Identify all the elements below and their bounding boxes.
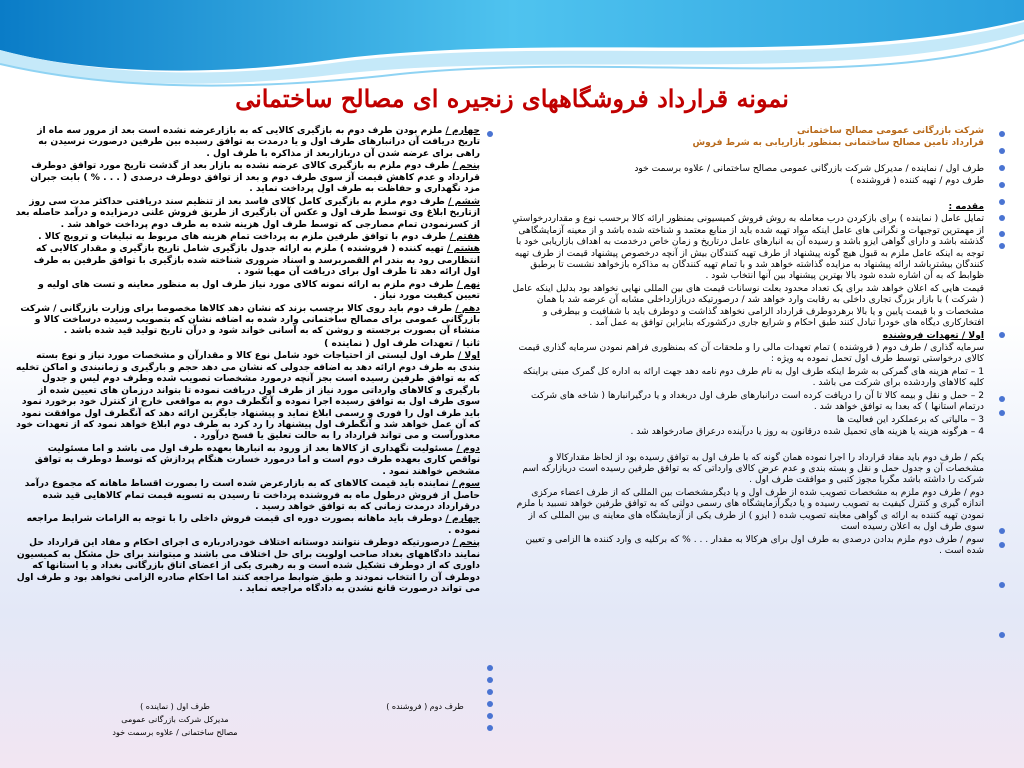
- bullet: [999, 199, 1005, 205]
- buyer-clause-fifth: [14, 538, 480, 595]
- bullet: [999, 148, 1005, 154]
- clause-text: طرف اول لیستی از احتیاجات خود شامل نوع کالا و مقدارآن و مشخصات مورد نیاز و نوع بسته بندی به طرف دوم ارائه دهد به اضافه جدولی که نشان می دهد حجم و بارگیری و زمانبندی و اماکن تخلیه که به توافق طرفین رسیده است بجز آنچه درمورد مشخصات تصویب شده وطرف دوم لیس و جدول بارگیری و کالاهای وارداتی مورد نیاز از طرف اول دریافت نموده تا بتواند درزمان های تعیین شده از سوی طرف اول به توافق رسیده اجرا نموده و آنگطرف دوم به مواقعی خارج از کنترل خود برخورد نمود باید طرف اول را فوری و رسمی ابلاغ نماید و پیشنهاد جایگزین ارائه دهد که آنگطرف اول موافقت نمود که آن عمل خواهد شد و آنگطرف اول پیشنهاد را رد کرد به طرف دوم ابلاغ خواهد نمود که از تعهدات خود معذورآست و می تواند قرارداد را به حالت تعلیق یا فسخ درآورد .: [16, 351, 480, 442]
- contract-heading: قرارداد تامین مصالح ساختمانی بمنظور بازاریابی به شرط فروش: [692, 138, 984, 149]
- bullet: [999, 215, 1005, 221]
- clause-label: پنجم /: [452, 161, 480, 172]
- obligation-item-2: 2 – حمل و نقل و بیمه کالا تا آن را دریافت کرده است درانبارهای طرف اول دربغداد و یا درگیرانبارها ( شاخه های شرکت درتمام استانها ) که بعدا به توافق خواهد شد .: [531, 390, 984, 413]
- clause-label: هفتم /: [449, 231, 480, 242]
- clause-text: طرف دوم ملزم به ارائه نمونه کالای مورد نیاز طرف اول به منظور معاینه و تست های اولیه و تعیین کیفیت مورد نیاز .: [38, 279, 480, 302]
- obligation-item-1: 1 – تمام هزینه های گمرکی به شرط اینکه طرف اول به نام طرف دوم نامه دهد جهت ارائه به اداره کل گمرک مبنی براینکه کلیه کالاهای واردشده برای شرکت می باشد .: [522, 366, 984, 389]
- obligation-item-3: 3 – مالیاتی که برعملکرد این فعالیت ها: [836, 414, 984, 425]
- clause-text: ملزم بودن طرف دوم به بازگیری کالایی که به بازارعرضه نشده است بعد از مرور سه ماه از تاریخ دریافت آن درانبارهای طرف اول و یا درمدت به توافق رسیده بین طرفین درصورت نرسیدن به راهی برای عرضه شدن آن دربازاربعد از مذاکره با طرف اول .: [37, 126, 480, 159]
- clause-label: دوم /: [456, 443, 480, 454]
- clause-label: سوم /: [452, 479, 480, 490]
- clause-first: یکم / طرف دوم باید مفاد قرارداد را اجرا نموده همان گونه که با طرف اول به توافق رسیده بود از لحاظ مقدارکالا و مشخصات آن و جدول حمل و نقل و بسته بندی و عدم عرض کالای وارداتی که به توافق طرفین رسیده است دربازارکه اسم شرکت را داشته باشد مگربا مجوز کتبی و موافقت طرف اول .: [522, 452, 984, 486]
- seller-obligations-text: سرمایه گذاری / طرف دوم ( فروشنده ) تمام تعهدات مالی را و ملحقات آن که بمنظوری فراهم نمودن سرمایه گذاری قیمت کالای درخواستی توسط طرف اول تحمل نموده به ویژه :: [518, 343, 984, 365]
- clause-label: پنجم /: [452, 538, 480, 549]
- party-one: طرف اول / نماینده / مدیرکل شرکت بازرگانی عمومی مصالح ساختمانی / علاوه برسمت خود: [634, 163, 984, 174]
- company-heading: شرکت بازرگانی عمومی مصالح ساختمانی: [796, 126, 984, 136]
- clause-text: درصورتیکه دوطرف نتوانند دوستانه اختلاف خودرادرباره ی اجرای احکام و مفاد این قرارداد حل نمایند دادگاههای بغداد صاحب اولویت برای حل اختلاف می باشند و میتوانند برای حل مشکل به کمیسیون داوری که از دوطرف تشکیل شده است و به رهبری یکی از اعضای اتاق بازرگانی بغداد و یا استانها که دوطرف آن را انتخاب نمودند و طبق ضوابط مراجعه کنند اما احکام صادره الزامی نخواهد بود و طرف اول می تواند درصورت قانع نشدن به دادگاه مراجعه نماید .: [16, 538, 480, 595]
- clause-label: چهارم /: [445, 126, 480, 136]
- buyer-clause-fourth: [14, 514, 480, 537]
- bullet: [999, 396, 1005, 402]
- signature-line: مدیرکل شرکت بازرگانی عمومی: [121, 715, 229, 724]
- bullet: [487, 131, 493, 137]
- bullet: [487, 689, 493, 695]
- buyer-clause-third: [14, 479, 480, 513]
- bullet: [999, 528, 1005, 534]
- bullet: [999, 231, 1005, 237]
- clause-label: هشتم /: [446, 244, 480, 255]
- clause-text: نماینده باید قیمت کالاهای که به بازارعرض شده است را بصورت اقساط ماهانه که مجموع درآمد حاصل از فروش درطول ماه به فروشنده پرداخت تا رسیدن به تسویه قیمت تمام کالاهایی قید شده درقرارداد درمدت زمانی که به توافق خواهد رسید .: [24, 479, 480, 512]
- bullet: [999, 182, 1005, 188]
- bullet: [487, 665, 493, 671]
- clause-text: طرف دوم ملزم به بازگیری کالای عرضه نشده به بازار بعد از گذشت تاریخ مورد توافق دوطرف قرارداد و عدم کاهش قیمت آز سوی طرف دوم و بعد از توافق دوطرف درصدی ( . . . % ) بابت جبران مزد نگهداری و حفاظت به طرف اول پرداخت نماید .: [30, 161, 480, 195]
- obligation-item-4: 4 – هرگونه هزینه یا هزینه های تحمیل شده درقانون به روز یا درآینده درعراق صادرخواهد شد .: [630, 427, 984, 438]
- bullet: [999, 410, 1005, 416]
- page-title: نمونه قرارداد فروشگاههای زنجیره ای مصالح ساختمانی: [235, 84, 789, 113]
- buyer-clause-second: [14, 444, 480, 478]
- clause-text: دوطرف باید ماهانه بصورت دوره ای قیمت فروش داخلی را با توجه به الزامات شرایط مراجعه نموده .: [26, 514, 480, 536]
- signature-party-one: [100, 700, 250, 739]
- clause-text: تهیه کننده ( فروشنده ) ملزم به ارائه جدول بازگیری شامل تاریخ بازگیری و مقدار کالایی که انتظارمی رود به بندر ام القصربرسد و اسناد ضروری شناخته شده بازگیری با توافق طرفین به طرف اول ارائه دهد تا طرف اول برای دریافت آن مهیا شود .: [33, 244, 480, 278]
- clause-label: ششم /: [448, 196, 480, 207]
- signature-line: مصالح ساختمانی / علاوه برسمت خود: [112, 728, 238, 737]
- bullet: [999, 243, 1005, 249]
- right-column: [512, 126, 984, 558]
- intro-heading: مقدمه :: [948, 201, 984, 212]
- clause-text: مسئولیت نگهداری از کالاها بعد از ورود به انبارها بعهده طرف اول می باشد و اما مسئولیت نواقص کاری بعهده طرف دوم است و اما درمورد خسارت هنگام پردازش که توسط دوطرف به توافق مشخص خواهند نمود .: [34, 443, 480, 477]
- intro-text-2: قیمت هایی که اعلان خواهد شد برای یک تعداد محدود بعلت نوسانات قیمت های بین المللی نهایی نخواهد بود بدلیل اینکه عامل ( شرکت ) با بازار بزرگ تجاری داخلی به رقابت وارد خواهد شد / درصورتیکه دربازارداخلی مشابه آن عرضه شد با همان مشخصات و با قیمت پایین و یا بالا برهردوطرف قرارداد الزامی نخواهد گذاشت و دوطرف باید با شفافیت و بیطرفی و افتخارکاری دیگاه های خودرا تبادل کنند طبق احکام و شرایع جاری درکشورکه بنابراین توافق به عمل آمد .: [512, 283, 984, 329]
- clause-second: دوم / طرف دوم ملزم به مشخصات تصویب شده از طرف اول و یا دیگرمشخصات بین المللی که از طرف اعضاء مرکزی اندازه گیری و کنترل کیفیت به تصویب رسیده و یا دیگرآزمایشگاه های رسمی دولتی که به توافق طرفین خواهد نسبید با ملزم نمودن تهیه کننده به ارائه ی گواهی معاینه تصویب شده ( ایزو ) از طرف یکی از آزمایشگاه های معاینه ی بین المللی که از سوی طرف اول به اعلان رسیده است: [516, 487, 984, 533]
- bullet: [999, 582, 1005, 588]
- clause-sixth: [14, 197, 480, 231]
- buyer-obligations-heading: ثانیا / تعهدات طرف اول ( نماینده ): [324, 338, 480, 349]
- bullet: [487, 677, 493, 683]
- clause-text: طرف دوم با توافق طرفین ملزم به پرداخت تمام هزینه های مربوط به تبلیغات و ترویج کالا .: [38, 231, 447, 242]
- clause-label: دهم /: [455, 303, 480, 314]
- bullet: [487, 725, 493, 731]
- clause-text: طرف دوم باید روی کالا برچسب بزند که نشان دهد کالاها مخصوصا برای وزارت بازرگانی / شرکت بازرگانی عمومی برای مصالح ساختمانی وارد شده به اضافه نشان که بتصویب رسیده درساخت کالا و منشاء آن بصورت برجسته و روشن که به آسانی خواند شود و درآن تاریخ تولید قید شده باشد .: [20, 303, 480, 337]
- party-two: طرف دوم / تهیه کننده ( فروشنده ): [850, 176, 984, 187]
- bullet: [999, 332, 1005, 338]
- clause-tenth: [14, 304, 480, 338]
- buyer-clause-first: [14, 351, 480, 443]
- clause-fifth: [14, 161, 480, 195]
- clause-eighth: [14, 244, 480, 278]
- seller-obligations-heading: اولا / تعهدات فروشنده: [882, 330, 984, 341]
- clause-seventh: [14, 232, 480, 243]
- clause-third: سوم / طرف دوم ملزم بدادن درصدی به طرف اول برای هرکالا به مقدار . . . % که برکلیه ی وارد کننده ها الزامی و تعیین شده است .: [525, 534, 984, 556]
- bullet: [999, 542, 1005, 548]
- clause-ninth: [14, 280, 480, 303]
- clause-text: طرف دوم ملزم به بازگیری کامل کالای فاسد بعد از تنظیم سند دریافتی حداکثر مدت سی روز ازتاریخ ابلاغ وی توسط طرف اول و عکس آن بازگیری از طریق فروش علنی درمزایده و درآمد حاصله بعد از کسرنمودن تمام مصارجی که توسط طرف اول هزینه شده به طرف دوم پرداخت خواهد شد .: [15, 196, 480, 230]
- signature-line: طرف اول ( نماینده ): [140, 702, 210, 711]
- bullet: [487, 713, 493, 719]
- bullet: [999, 165, 1005, 171]
- clause-fourth: [14, 126, 480, 160]
- left-column: [14, 126, 480, 597]
- signature-party-two: [360, 700, 490, 713]
- bullet: [999, 632, 1005, 638]
- intro-text: تمایل عامل ( نماینده ) برای بازکردن درب معامله به روش فروش کمیسیونی بمنظور ارائه کالا برحسب نوع و مقداردرخواستیِ از مهمترین توجیهات و نگرانی های عامل اینکه مواد تهیه شده باید از منابع معتمد و شناخته شده باشد و از معینه آزمایشگاهی گذشته باشد و دارای گواهی ایزو باشد و رسیده آن به انبارهای عامل درتاریخ و زمان خاص درخدمت به اهداف بازاریابی خود با توجه به اینکه عامل ملزم به قبول هیچ گونه پیشنهاد از طرف تهیه کنندگان بیش از آنچه درخصوص پیشنهاد قیمت از طرف تهیه کنندگان بیشترباشد ارائه پیشنهاد به مزایده گذاشته خواهد شد و با تمام تهیه کنندگان به مذاکره بازخواهد نشست تا برطبق ظوابط که به آن اشاره شده شود بالا بهترین پیشنهاد بین آنها انتخاب شود .: [512, 214, 984, 282]
- clause-label: نهم /: [456, 279, 480, 290]
- bullet: [999, 131, 1005, 137]
- signature-line: طرف دوم ( فروشنده ): [386, 702, 464, 711]
- clause-label: اولا /: [457, 351, 480, 362]
- clause-label: چهارم /: [445, 514, 480, 525]
